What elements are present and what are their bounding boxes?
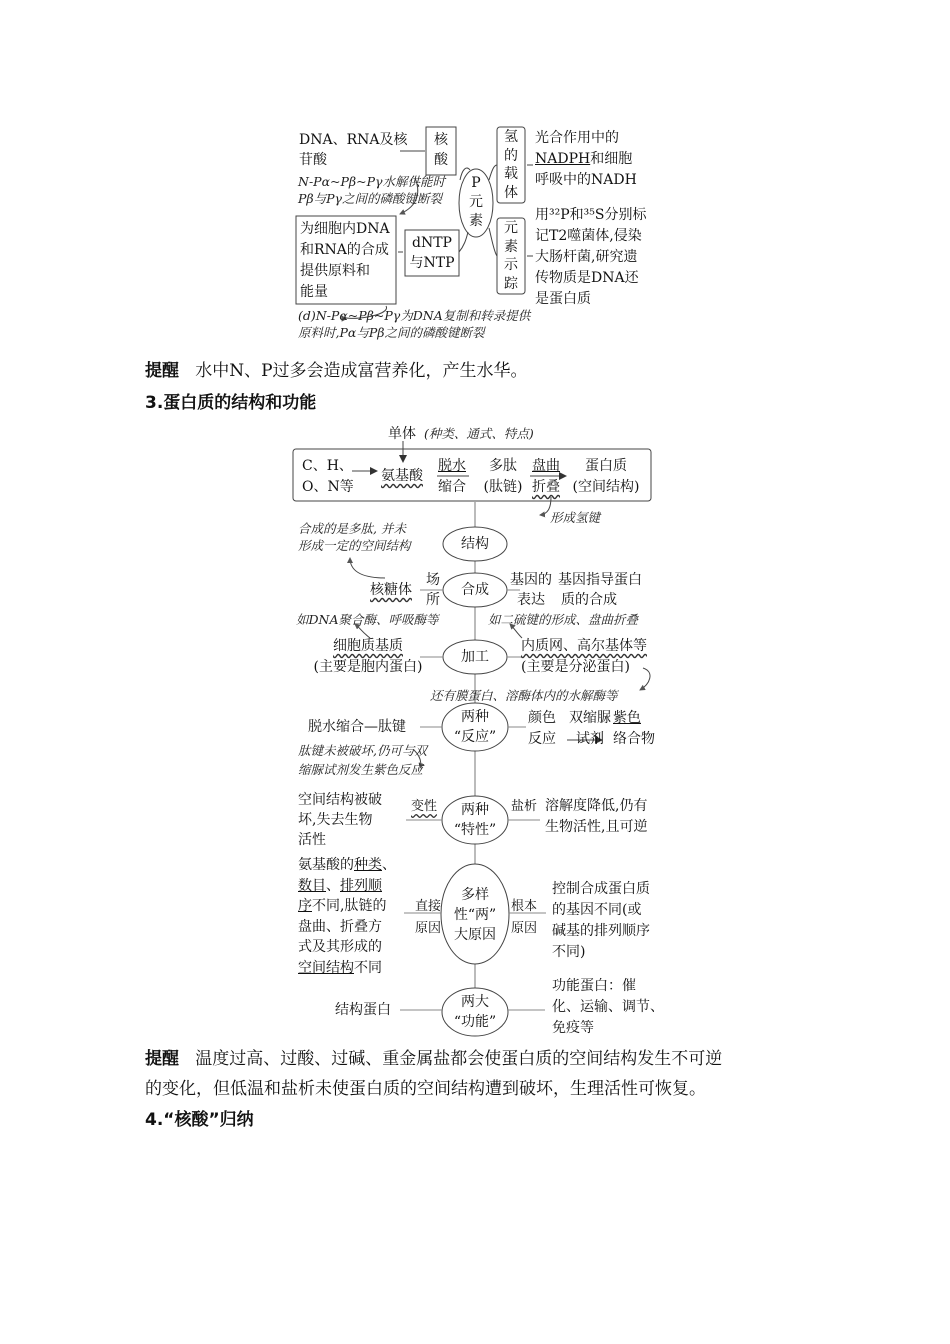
salting-text: 溶解度降低,仍有 生物活性,且可逆 bbox=[545, 798, 648, 835]
gene-guides-text: 基因指导蛋白 质的合成 bbox=[558, 572, 642, 608]
hydrolysis-note: N-Pα~Pβ~Pγ水解供能时 Pβ与Pγ之间的磷酸键断裂 bbox=[298, 174, 445, 206]
denature-label: 变性 bbox=[411, 799, 438, 814]
direct-cause-label: 直接 原因 bbox=[414, 899, 441, 936]
tip-2-line-1: 提醒 温度过高、过酸、过碱、重金属盐都会使蛋白质的空间结构发生不可逆 bbox=[145, 1049, 723, 1069]
cell-supply-text: 为细胞内DNA 和RNA的合成 提供原料和 能量 bbox=[300, 221, 390, 300]
h-carrier-label: 氢 的 载 体 bbox=[504, 129, 518, 201]
cytoplasm-text: 细胞质基质 (主要是胞内蛋白) bbox=[313, 638, 423, 675]
functions-label: 两大 “功能” bbox=[453, 994, 497, 1030]
er-golgi-text: 内质网、高尔基体等 (主要是分泌蛋白) bbox=[521, 638, 647, 675]
heading-4: 4.“核酸”归纳 bbox=[145, 1110, 254, 1130]
functional-protein-text: 功能蛋白：催 化、运输、调节、 免疫等 bbox=[552, 978, 664, 1036]
dehydration-label: 脱水 缩合 bbox=[438, 458, 466, 495]
gene-expression-label: 基因的 表达 bbox=[510, 572, 552, 608]
elements-label: C、H、 O、N等 bbox=[302, 458, 354, 495]
monomer-label: 单体 bbox=[388, 426, 416, 442]
dntp-label: dNTP 与NTP bbox=[409, 235, 455, 271]
monomer-note: (种类、通式、特点) bbox=[424, 426, 534, 441]
salting-label: 盐析 bbox=[511, 799, 538, 814]
direct-cause-text: 氨基酸的种类、 数目、排列顺 序不同,肽链的 盘曲、折叠方 式及其形成的 空间结构不同 bbox=[298, 857, 396, 976]
tracer-text: 用³²P和³⁵S分别标 记T2噬菌体,侵染 大肠杆菌,研究遗 传物质是DNA还 是蛋白质 bbox=[535, 207, 647, 307]
processing-label: 加工 bbox=[461, 649, 489, 665]
tip-1: 提醒 水中N、P过多会造成富营养化，产生水华。 bbox=[145, 361, 528, 381]
synthesis-label: 合成 bbox=[461, 582, 489, 598]
replication-note: (d)N-Pα~Pβ~Pγ为DNA复制和转录提供 原料时,Pα与Pβ之间的磷酸键断裂 bbox=[298, 308, 531, 340]
biuret-note: 肽键未被破坏,仍可与双 缩脲试剂发生紫色反应 bbox=[298, 743, 427, 777]
hbond-note: 形成氢键 bbox=[550, 510, 601, 525]
folding-label: 盘曲 折叠 bbox=[532, 458, 560, 495]
left-label: DNA、RNA及核 苷酸 bbox=[299, 132, 408, 168]
structure-note: 合成的是多肽, 并未 形成一定的空间结构 bbox=[298, 521, 411, 553]
properties-label: 两种 “特性” bbox=[453, 802, 497, 838]
reactions-label: 两种 “反应” bbox=[453, 709, 497, 745]
structure-label: 结构 bbox=[461, 536, 489, 552]
membrane-note: 还有膜蛋白、溶酶体内的水解酶等 bbox=[430, 688, 618, 703]
ribosome-label: 核糖体 bbox=[370, 582, 412, 598]
site-label: 场 所 bbox=[426, 572, 440, 608]
polypeptide-label: 多肽 (肽链) bbox=[483, 458, 523, 495]
enzyme-note: 如DNA聚合酶、呼吸酶等 bbox=[296, 612, 439, 627]
root-cause-label: 根本 原因 bbox=[510, 899, 537, 936]
denature-text: 空间结构被破 坏,失去生物 活性 bbox=[298, 792, 382, 848]
structural-protein-label: 结构蛋白 bbox=[335, 1002, 391, 1018]
tip-2-line-2: 的变化，但低温和盐析未使蛋白质的空间结构遭到破坏，生理活性可恢复。 bbox=[145, 1079, 706, 1099]
biuret-label: 双缩脲 试剂 bbox=[569, 710, 611, 747]
heading-3: 3.蛋白质的结构和功能 bbox=[145, 393, 317, 413]
disulfide-note: 如二硫键的形成、盘曲折叠 bbox=[488, 612, 639, 627]
nucleic-acid-label: 核 酸 bbox=[434, 132, 448, 168]
photosynthesis-text: 光合作用中的 NADPH和细胞 呼吸中的NADH bbox=[535, 130, 637, 188]
tracer-label: 元 素 示 踪 bbox=[504, 220, 518, 292]
color-reaction-label: 颜色 反应 bbox=[528, 710, 556, 747]
purple-label: 紫色 络合物 bbox=[613, 710, 655, 747]
amino-acid-label: 氨基酸 bbox=[381, 468, 423, 484]
peptide-bond-label: 脱水缩合—肽键 bbox=[308, 719, 406, 735]
p-element-label: P 元 素 bbox=[469, 175, 483, 229]
protein-label: 蛋白质 (空间结构) bbox=[572, 458, 640, 495]
root-cause-text: 控制合成蛋白质 的基因不同(或 碱基的排列顺序 不同) bbox=[552, 881, 650, 960]
diversity-label: 多样 性“两” 大原因 bbox=[453, 887, 497, 943]
